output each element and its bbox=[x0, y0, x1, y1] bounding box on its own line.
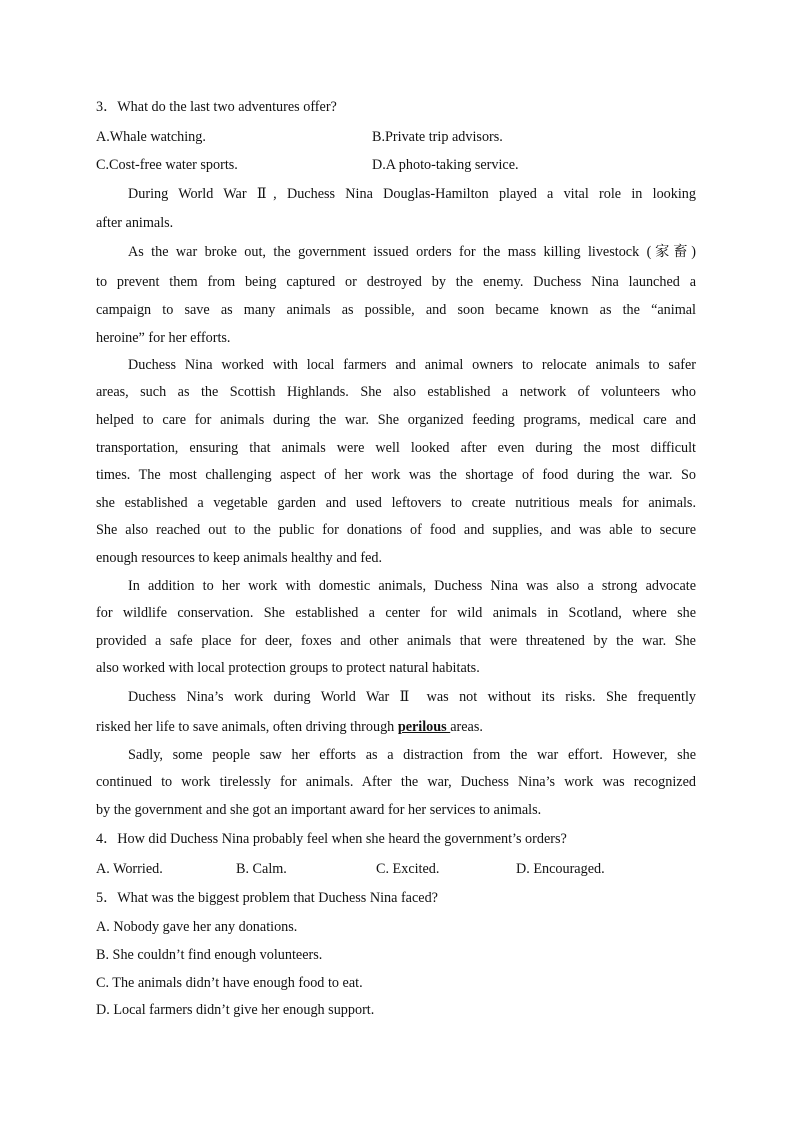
passage-line: In addition to her work with domestic animals, Duchess Nina was also a strong advocate bbox=[128, 578, 696, 594]
passage-line: Duchess Nina worked with local farmers and animal owners to relocate animals to safer bbox=[128, 357, 696, 373]
q3-option-c: C.Cost-free water sports. bbox=[96, 157, 238, 173]
q5-option-b: B. She couldn’t find enough volunteers. bbox=[96, 947, 323, 963]
q4-option-c: C. Excited. bbox=[376, 861, 440, 877]
passage-line-with-bold bbox=[96, 718, 696, 736]
passage-line: times. The most challenging aspect of her work was the shortage of food during the war. So bbox=[96, 467, 696, 483]
passage-line: heroine” for her efforts. bbox=[96, 330, 231, 346]
passage-line: after animals. bbox=[96, 215, 174, 231]
q5-option-d: D. Local farmers didn’t give her enough support. bbox=[96, 1002, 375, 1018]
passage-line: for wildlife conservation. She established a center for wild animals in Scotland, where she bbox=[96, 605, 696, 621]
q3-option-a: A.Whale watching. bbox=[96, 129, 206, 145]
passage-line-end: areas. bbox=[450, 719, 483, 735]
passage-line: campaign to save as many animals as possible, and soon became known as the “animal bbox=[96, 302, 696, 318]
passage-line: Sadly, some people saw her efforts as a distraction from the war effort. However, she bbox=[128, 747, 696, 763]
passage-line: During World War Ⅱ, Duchess Nina Douglas-Hamilton played a vital role in looking bbox=[128, 186, 696, 202]
passage-line-text: risked her life to save animals, often driving through bbox=[96, 719, 398, 735]
q4-option-b: B. Calm. bbox=[236, 861, 287, 877]
passage-line: also worked with local protection groups to protect natural habitats. bbox=[96, 660, 480, 676]
passage-line: Duchess Nina’s work during World War Ⅱ was not without its risks. She frequently bbox=[128, 689, 696, 705]
q4-option-a: A. Worried. bbox=[96, 861, 163, 877]
q4-stem: 4．How did Duchess Nina probably feel when she heard the government’s orders? bbox=[96, 831, 567, 847]
passage-line: provided a safe place for deer, foxes and other animals that were threatened by the war. She bbox=[96, 633, 696, 649]
q3-option-d: D.A photo-taking service. bbox=[372, 157, 519, 173]
passage-line: she established a vegetable garden and used leftovers to create nutritious meals for animals. bbox=[96, 495, 696, 511]
passage-line: As the war broke out, the government issued orders for the mass killing livestock (家畜) bbox=[128, 244, 696, 260]
passage-line: She also reached out to the public for donations of food and supplies, and was able to secure bbox=[96, 522, 696, 538]
q3-stem: 3．What do the last two adventures offer? bbox=[96, 99, 337, 115]
bold-underlined-word: perilous bbox=[397, 719, 451, 735]
passage-line: by the government and she got an important award for her services to animals. bbox=[96, 802, 542, 818]
q4-option-d: D. Encouraged. bbox=[516, 861, 605, 877]
q5-stem: 5．What was the biggest problem that Duchess Nina faced? bbox=[96, 890, 438, 906]
q5-option-a: A. Nobody gave her any donations. bbox=[96, 919, 298, 935]
passage-line: transportation, ensuring that animals were well looked after even during the most difficult bbox=[96, 440, 696, 456]
passage-line: to prevent them from being captured or destroyed by the enemy. Duchess Nina launched a bbox=[96, 274, 696, 290]
passage-line: enough resources to keep animals healthy and fed. bbox=[96, 550, 383, 566]
passage-line: helped to care for animals during the war. She organized feeding programs, medical care and bbox=[96, 412, 696, 428]
passage-line: continued to work tirelessly for animals. After the war, Duchess Nina’s work was recognized bbox=[96, 774, 696, 790]
q5-option-c: C. The animals didn’t have enough food to eat. bbox=[96, 975, 363, 991]
passage-line: areas, such as the Scottish Highlands. She also established a network of volunteers who bbox=[96, 384, 696, 400]
q3-option-b: B.Private trip advisors. bbox=[372, 129, 503, 145]
